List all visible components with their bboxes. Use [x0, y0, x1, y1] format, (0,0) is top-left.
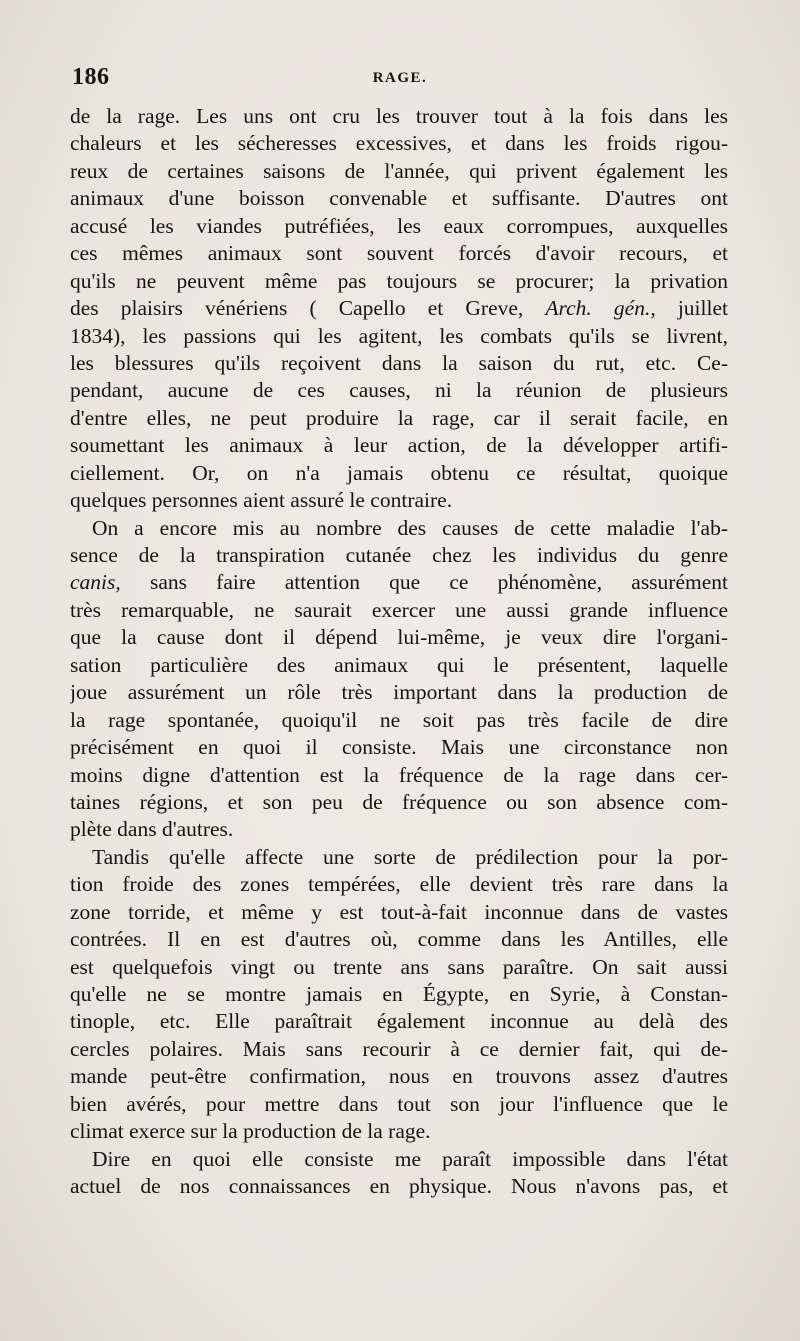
- text-line: d'entre elles, ne peut produire la rage, car il serait facile, en: [70, 405, 728, 430]
- text-line: On a encore mis au nombre des causes de cette maladie l'ab-: [92, 515, 728, 540]
- text-line: tion froide des zones tempérées, elle devient très rare dans la: [70, 872, 728, 897]
- text-line: reux de certaines saisons de l'année, qui privent également les: [70, 158, 728, 183]
- text-line: ces mêmes animaux sont souvent forcés d'avoir recours, et: [70, 241, 728, 266]
- text-line: soumettant les animaux à leur action, de la développer artifi-: [70, 433, 728, 458]
- text-line: qu'elle ne se montre jamais en Égypte, en Syrie, à Constan-: [70, 982, 728, 1006]
- text-line: taines régions, et son peu de fréquence ou son absence com-: [70, 789, 728, 814]
- text-line: actuel de nos connaissances en physique. Nous n'avons pas, et: [70, 1174, 728, 1199]
- text-line: Dire en quoi elle consiste me paraît impossible dans l'état: [92, 1146, 728, 1171]
- text-line: sation particulière des animaux qui le présentent, laquelle: [70, 652, 728, 677]
- text-line: ciellement. Or, on n'a jamais obtenu ce résultat, quoique: [70, 460, 728, 485]
- text-line: quelques personnes aient assuré le contraire.: [70, 488, 453, 513]
- text-line: de la rage. Les uns ont cru les trouver tout à la fois dans les: [70, 104, 728, 128]
- page-header: [72, 64, 728, 98]
- paragraph: [70, 844, 728, 1146]
- text-line: mande peut-être confirmation, nous en trouvons assez d'autres: [70, 1064, 728, 1089]
- text-line: plète dans d'autres.: [70, 817, 234, 842]
- text-line: est quelquefois vingt ou trente ans sans paraître. On sait aussi: [70, 954, 728, 979]
- running-head: RAGE.: [372, 70, 428, 86]
- text-line: contrées. Il en est d'autres où, comme dans les Antilles, elle: [70, 927, 728, 952]
- body-text: [70, 103, 728, 1201]
- text-line: 1834), les passions qui les agitent, les combats qu'ils se livrent,: [70, 323, 728, 348]
- paragraph: [70, 1146, 728, 1201]
- text-line: cercles polaires. Mais sans recourir à ce dernier fait, qui de-: [70, 1036, 728, 1061]
- text-line: très remarquable, ne saurait exercer une aussi grande influence: [70, 597, 728, 622]
- text-line: la rage spontanée, quoiqu'il ne soit pas très facile de dire: [70, 707, 728, 732]
- text-line: accusé les viandes putréfiées, les eaux corrompues, auxquelles: [70, 213, 728, 238]
- text-line: zone torride, et même y est tout-à-fait inconnue dans de vastes: [70, 899, 728, 924]
- text-line: animaux d'une boisson convenable et suffisante. D'autres ont: [70, 186, 728, 211]
- text-line: des plaisirs vénériens ( Capello et Greve, Arch. gén., juillet: [70, 296, 728, 321]
- page-number: 186: [72, 64, 110, 90]
- text-line: précisément en quoi il consiste. Mais une circonstance non: [70, 735, 728, 760]
- paragraph: [70, 103, 728, 515]
- text-line: climat exerce sur la production de la rage.: [70, 1119, 431, 1144]
- text-line: sence de la transpiration cutanée chez les individus du genre: [70, 543, 728, 567]
- text-line: moins digne d'attention est la fréquence de la rage dans cer-: [70, 762, 728, 787]
- text-line: chaleurs et les sécheresses excessives, et dans les froids rigou-: [70, 131, 728, 156]
- text-line: tinople, etc. Elle paraîtrait également inconnue au delà des: [70, 1009, 728, 1034]
- text-line: qu'ils ne peuvent même pas toujours se procurer; la privation: [70, 268, 728, 293]
- paragraph: [70, 515, 728, 844]
- text-line: bien avérés, pour mettre dans tout son jour l'influence que le: [70, 1091, 728, 1116]
- text-line: Tandis qu'elle affecte une sorte de prédilection pour la por-: [92, 844, 728, 869]
- text-line: que la cause dont il dépend lui-même, je veux dire l'organi-: [70, 625, 728, 650]
- text-line: joue assurément un rôle très important dans la production de: [70, 680, 728, 705]
- text-line: les blessures qu'ils reçoivent dans la saison du rut, etc. Ce-: [70, 350, 728, 375]
- text-line: pendant, aucune de ces causes, ni la réunion de plusieurs: [70, 378, 728, 403]
- text-line: canis, sans faire attention que ce phénomène, assurément: [70, 570, 728, 595]
